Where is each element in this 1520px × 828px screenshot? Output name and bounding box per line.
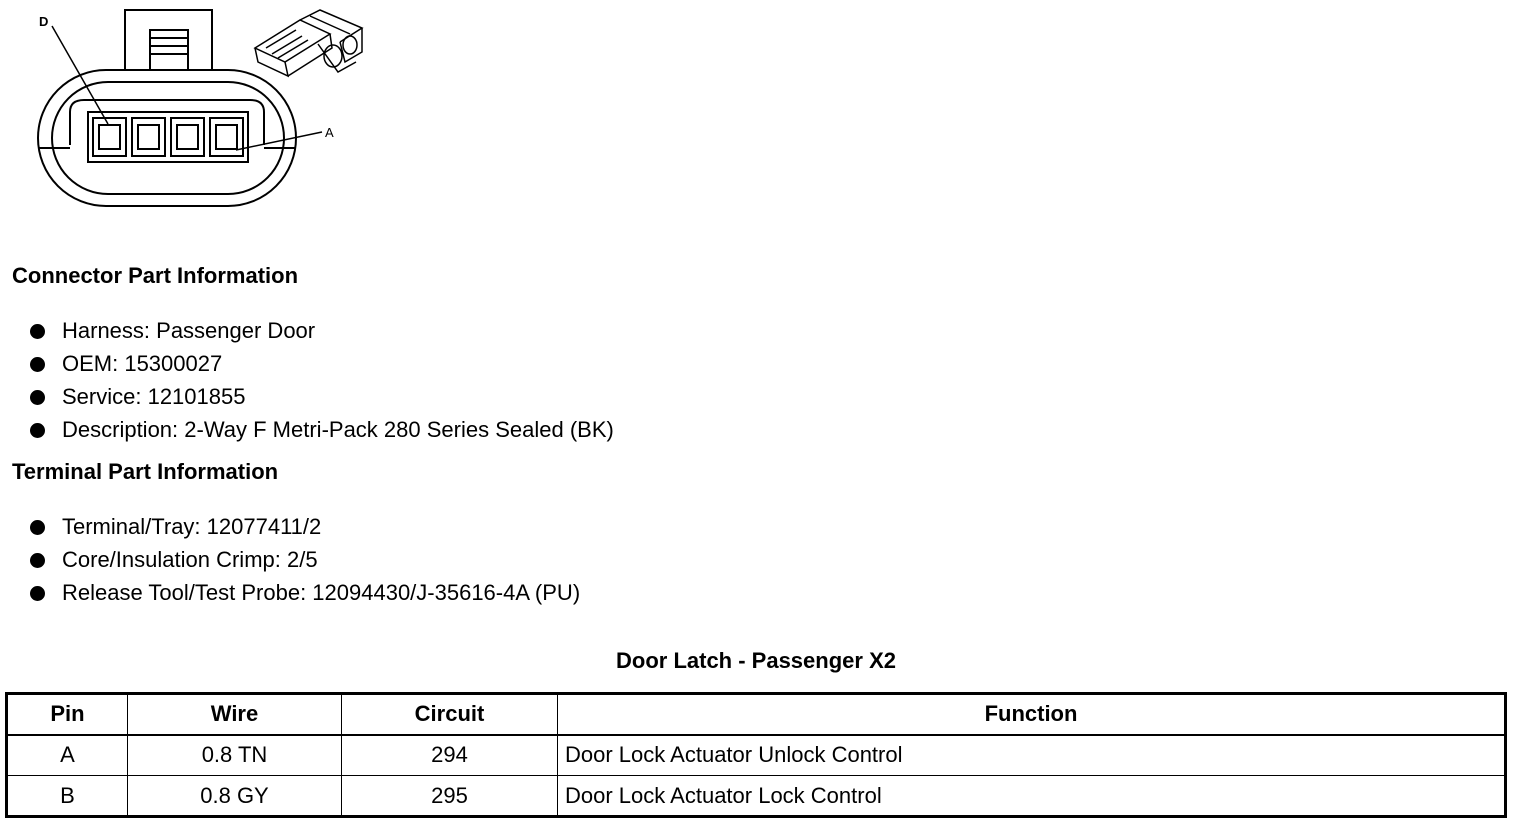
list-item xyxy=(0,317,614,350)
table-row xyxy=(7,776,1506,817)
bullet-icon xyxy=(30,586,45,601)
cell-function: Door Lock Actuator Unlock Control xyxy=(558,735,1506,776)
list-item xyxy=(0,513,580,546)
callout-d: D xyxy=(39,14,49,29)
list-item-text: Description: 2-Way F Metri-Pack 280 Series Sealed (BK) xyxy=(62,417,614,442)
list-item-text: OEM: 15300027 xyxy=(62,351,223,376)
cell-circuit: 294 xyxy=(342,735,558,776)
pinout-table xyxy=(5,692,1507,818)
list-item xyxy=(0,350,614,383)
connector-info-list xyxy=(0,317,614,449)
list-item-text: Core/Insulation Crimp: 2/5 xyxy=(62,547,318,572)
bullet-icon xyxy=(30,553,45,568)
cell-function: Door Lock Actuator Lock Control xyxy=(558,776,1506,817)
list-item-text: Service: 12101855 xyxy=(62,384,246,409)
terminal-info-list xyxy=(0,513,580,612)
cell-wire: 0.8 TN xyxy=(128,735,342,776)
header-function: Function xyxy=(558,694,1506,735)
callout-a: A xyxy=(325,125,334,140)
header-pin: Pin xyxy=(7,694,128,735)
header-circuit: Circuit xyxy=(342,694,558,735)
connector-diagram xyxy=(0,0,380,215)
cell-pin: B xyxy=(7,776,128,817)
cell-pin: A xyxy=(7,735,128,776)
bullet-icon xyxy=(30,423,45,438)
bullet-icon xyxy=(30,324,45,339)
cell-circuit: 295 xyxy=(342,776,558,817)
list-item xyxy=(0,383,614,416)
bullet-icon xyxy=(30,357,45,372)
list-item-text: Harness: Passenger Door xyxy=(62,318,316,343)
terminal-info-heading: Terminal Part Information xyxy=(12,459,279,484)
bullet-icon xyxy=(30,520,45,535)
table-title: Door Latch - Passenger X2 xyxy=(616,648,896,673)
bullet-icon xyxy=(30,390,45,405)
table-row xyxy=(7,735,1506,776)
list-item xyxy=(0,546,580,579)
list-item xyxy=(0,416,614,449)
list-item-text: Release Tool/Test Probe: 12094430/J-35616-4A (PU) xyxy=(62,580,581,605)
cell-wire: 0.8 GY xyxy=(128,776,342,817)
header-wire: Wire xyxy=(128,694,342,735)
table-header-row xyxy=(7,694,1506,735)
connector-thumbnail-icon xyxy=(255,10,362,76)
list-item-text: Terminal/Tray: 12077411/2 xyxy=(62,514,322,539)
connector-info-heading: Connector Part Information xyxy=(12,263,299,288)
list-item xyxy=(0,579,580,612)
